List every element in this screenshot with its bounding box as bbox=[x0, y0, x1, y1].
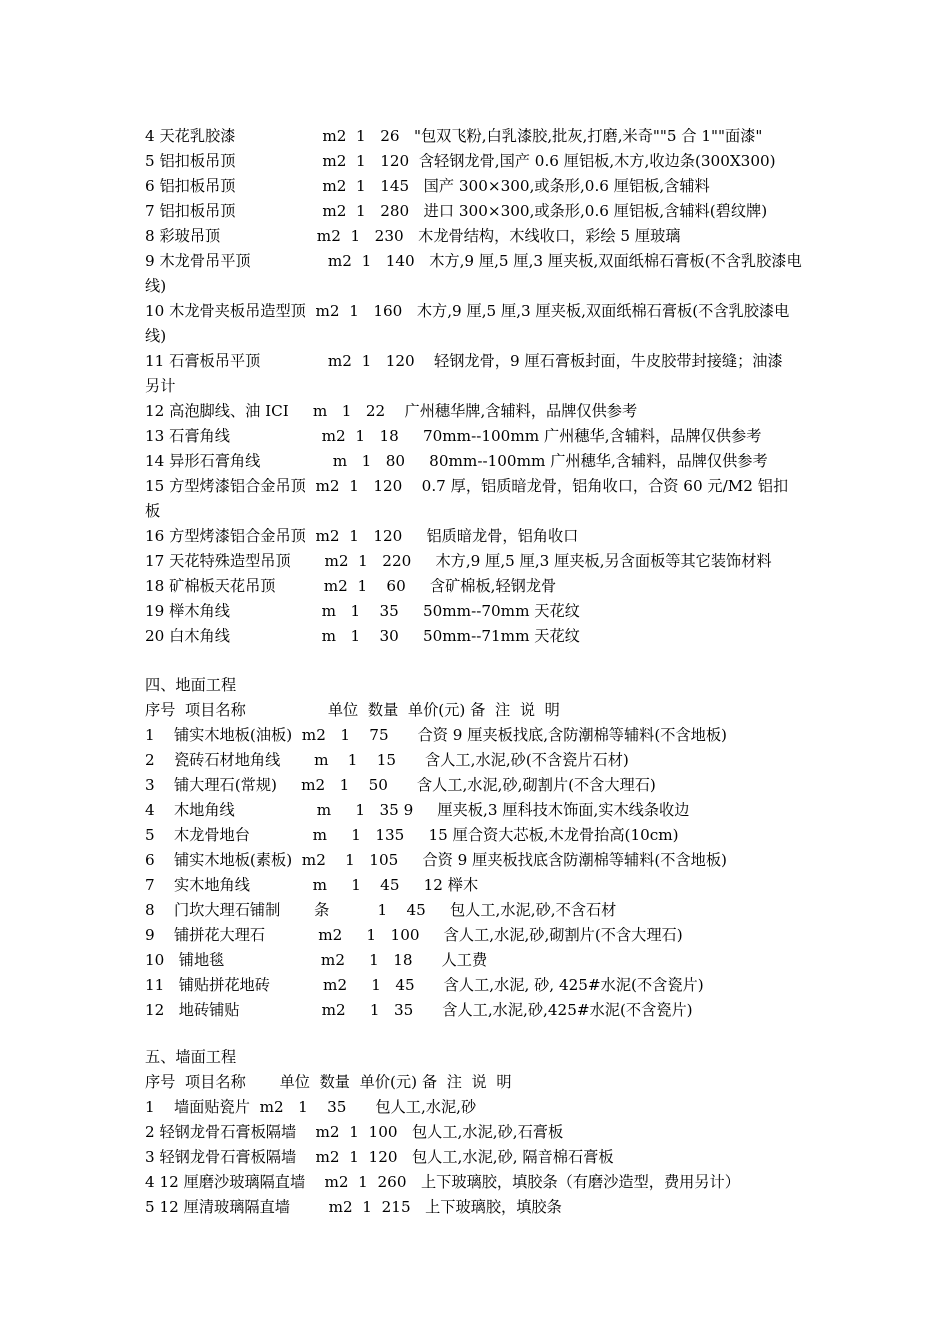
list-item: 1 铺实木地板(油板) m2 1 75 合资 9 厘夹板找底,含防潮棉等辅料(不含地板) bbox=[145, 726, 727, 744]
list-item: 9 铺拼花大理石 m2 1 100 含人工,水泥,砂,砌割片(不含大理石) bbox=[145, 926, 683, 944]
column-header: 序号 项目名称 单位 数量 单价(元) 备 注 说 明 bbox=[145, 1073, 512, 1091]
list-item: 板 bbox=[145, 502, 161, 520]
list-item: 3 轻钢龙骨石膏板隔墙 m2 1 120 包人工,水泥,砂, 隔音棉石膏板 bbox=[145, 1148, 614, 1166]
list-item: 11 石膏板吊平顶 m2 1 120 轻钢龙骨，9 厘石膏板封面，牛皮胶带封接缝；油漆 bbox=[145, 352, 783, 370]
list-item: 10 木龙骨夹板吊造型顶 m2 1 160 木方,9 厘,5 厘,3 厘夹板,双面纸棉石膏板(不含乳胶漆电 bbox=[145, 302, 790, 320]
column-header: 序号 项目名称 单位 数量 单价(元) 备 注 说 明 bbox=[145, 701, 560, 719]
list-item: 4 12 厘磨沙玻璃隔直墙 m2 1 260 上下玻璃胶，填胶条（有磨沙造型，费用另计） bbox=[145, 1173, 740, 1191]
list-item: 6 铝扣板吊顶 m2 1 145 国产 300×300,或条形,0.6 厘铝板,含辅料 bbox=[145, 177, 710, 195]
wall-works-section bbox=[145, 1045, 815, 1220]
list-item: 18 矿棉板天花吊顶 m2 1 60 含矿棉板,轻钢龙骨 bbox=[145, 577, 557, 595]
list-item: 9 木龙骨吊平顶 m2 1 140 木方,9 厘,5 厘,3 厘夹板,双面纸棉石膏板(不含乳胶漆电 bbox=[145, 252, 802, 270]
list-item: 2 轻钢龙骨石膏板隔墙 m2 1 100 包人工,水泥,砂,石膏板 bbox=[145, 1123, 564, 1141]
list-item: 12 地砖铺贴 m2 1 35 含人工,水泥,砂,425#水泥(不含瓷片) bbox=[145, 1001, 693, 1019]
list-item: 11 铺贴拼花地砖 m2 1 45 含人工,水泥, 砂, 425#水泥(不含瓷片) bbox=[145, 976, 704, 994]
list-item: 4 木地角线 m 1 35 9 厘夹板,3 厘科技木饰面,实木线条收边 bbox=[145, 801, 690, 819]
ceiling-items-list bbox=[145, 124, 815, 649]
section-title: 五、墙面工程 bbox=[145, 1048, 237, 1066]
list-item: 17 天花特殊造型吊顶 m2 1 220 木方,9 厘,5 厘,3 厘夹板,另含面板等其它装饰材料 bbox=[145, 552, 772, 570]
list-item: 8 门坎大理石铺制 条 1 45 包人工,水泥,砂,不含石材 bbox=[145, 901, 617, 919]
list-item: 5 12 厘清玻璃隔直墙 m2 1 215 上下玻璃胶，填胶条 bbox=[145, 1198, 562, 1216]
list-item: 3 铺大理石(常规) m2 1 50 含人工,水泥,砂,砌割片(不含大理石) bbox=[145, 776, 656, 794]
list-item: 线) bbox=[145, 327, 167, 345]
list-item: 10 铺地毯 m2 1 18 人工费 bbox=[145, 951, 488, 969]
list-item: 5 铝扣板吊顶 m2 1 120 含轻钢龙骨,国产 0.6 厘铝板,木方,收边条(300X300) bbox=[145, 152, 776, 170]
list-item: 2 瓷砖石材地角线 m 1 15 含人工,水泥,砂(不含瓷片石材) bbox=[145, 751, 629, 769]
list-item: 14 异形石膏角线 m 1 80 80mm--100mm 广州穗华,含辅料，品牌仅供参考 bbox=[145, 452, 768, 470]
list-item: 5 木龙骨地台 m 1 135 15 厘合资大芯板,木龙骨抬高(10cm) bbox=[145, 826, 679, 844]
list-item: 另计 bbox=[145, 377, 176, 395]
list-item: 12 高泡脚线、油 ICI m 1 22 广州穗华牌,含辅料，品牌仅供参考 bbox=[145, 402, 638, 420]
list-item: 16 方型烤漆铝合金吊顶 m2 1 120 铝质暗龙骨，铝角收口 bbox=[145, 527, 579, 545]
floor-works-section bbox=[145, 673, 815, 1023]
list-item: 6 铺实木地板(素板) m2 1 105 合资 9 厘夹板找底含防潮棉等辅料(不含地板) bbox=[145, 851, 727, 869]
list-item: 15 方型烤漆铝合金吊顶 m2 1 120 0.7 厚，铝质暗龙骨，铝角收口，合资 60 元/M2 铝扣 bbox=[145, 477, 789, 495]
list-item: 19 榉木角线 m 1 35 50mm--70mm 天花纹 bbox=[145, 602, 580, 620]
list-item: 7 铝扣板吊顶 m2 1 280 进口 300×300,或条形,0.6 厘铝板,含辅料(碧纹牌) bbox=[145, 202, 768, 220]
list-item: 线) bbox=[145, 277, 167, 295]
list-item: 7 实木地角线 m 1 45 12 榉木 bbox=[145, 876, 479, 894]
list-item: 4 天花乳胶漆 m2 1 26 "包双飞粉,白乳漆胶,批灰,打磨,米奇""5 合 1""面漆" bbox=[145, 127, 763, 145]
section-title: 四、地面工程 bbox=[145, 676, 237, 694]
list-item: 20 白木角线 m 1 30 50mm--71mm 天花纹 bbox=[145, 627, 580, 645]
list-item: 13 石膏角线 m2 1 18 70mm--100mm 广州穗华,含辅料，品牌仅供参考 bbox=[145, 427, 762, 445]
list-item: 1 墙面贴瓷片 m2 1 35 包人工,水泥,砂 bbox=[145, 1098, 477, 1116]
list-item: 8 彩玻吊顶 m2 1 230 木龙骨结构，木线收口，彩绘 5 厘玻璃 bbox=[145, 227, 681, 245]
